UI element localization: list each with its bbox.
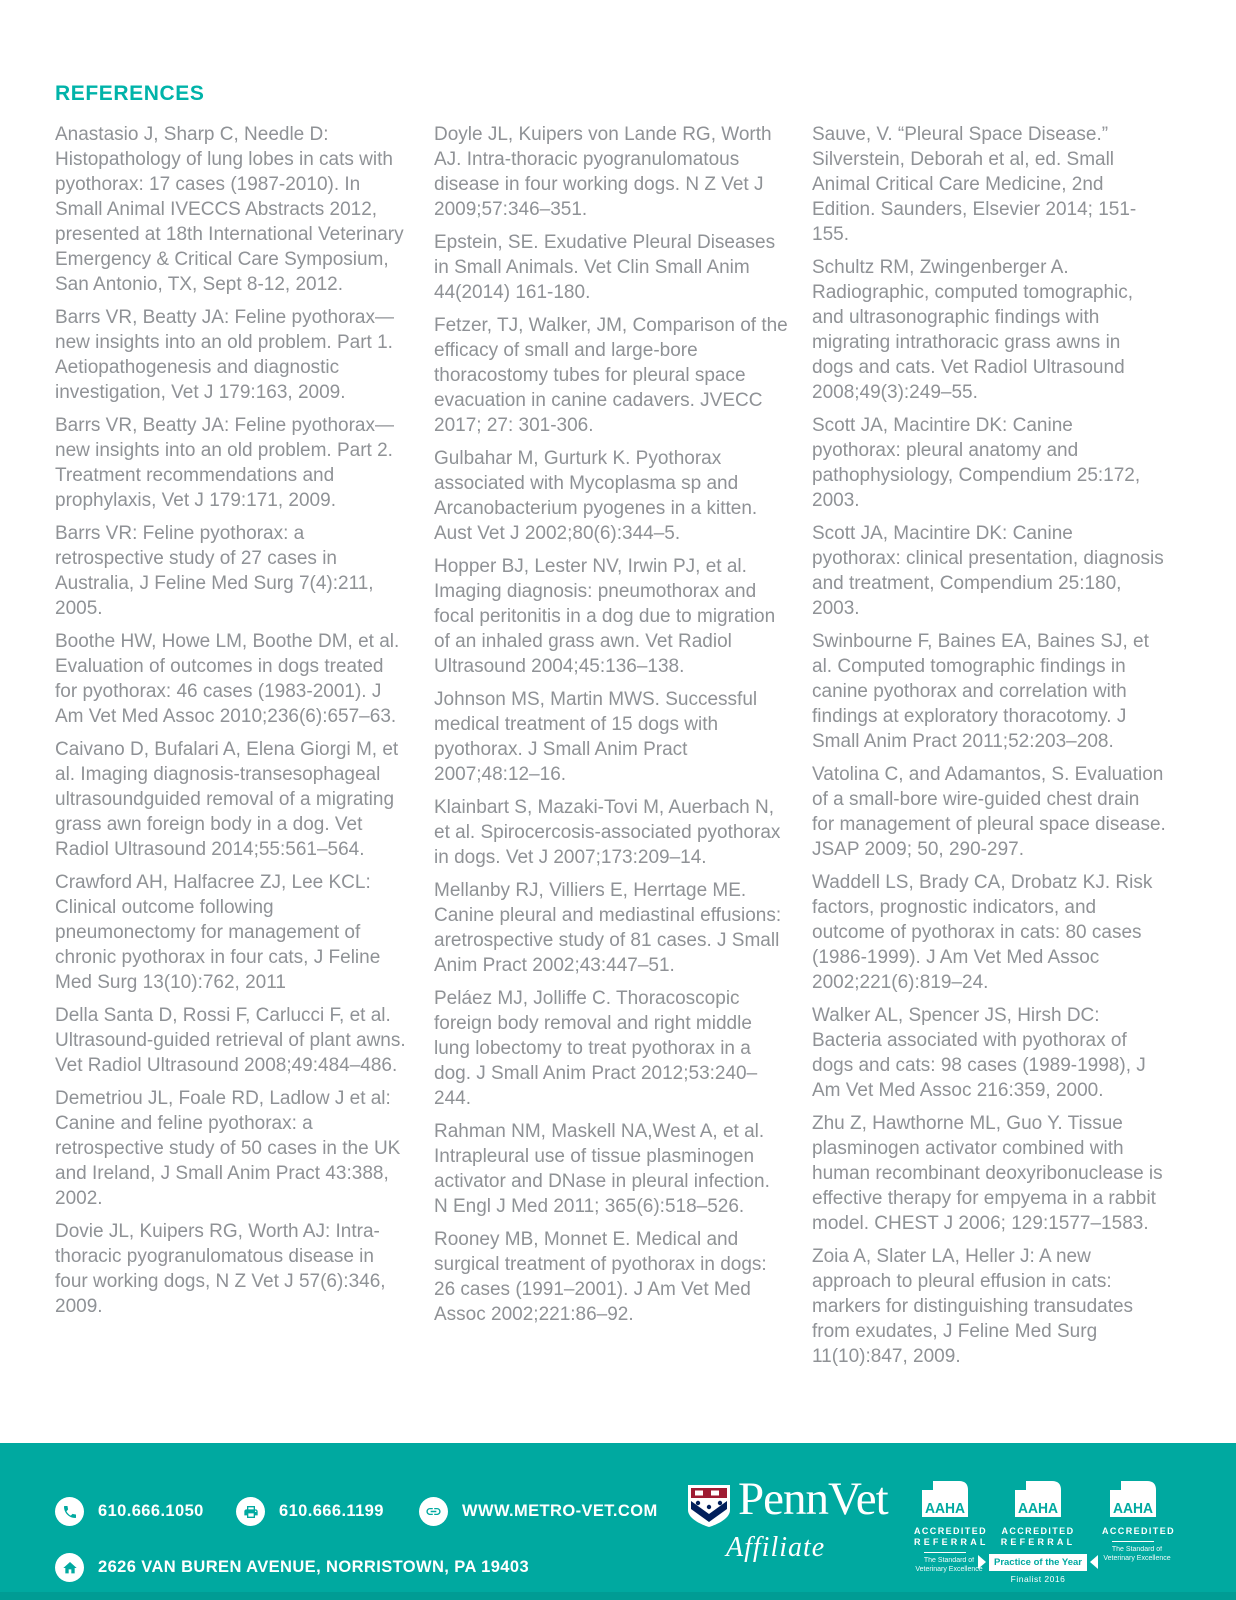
reference-item: Scott JA, Macintire DK: Canine pyothorax: clinical presentation, diagnosis and treatment, Compendium 25:180, 2003. — [812, 523, 1164, 619]
badge-accredited-label: ACCREDITED — [1001, 1526, 1075, 1536]
badge-divider — [1112, 1541, 1154, 1542]
svg-text:AAHA: AAHA — [1018, 1500, 1059, 1517]
badge-referral-label: REFERRAL — [914, 1537, 989, 1547]
ribbon-tail-right — [1090, 1555, 1098, 1569]
badge-tagline: The Standard of Veterinary Excellence — [1103, 1546, 1171, 1562]
reference-item: Hopper BJ, Lester NV, Irwin PJ, et al. Imaging diagnosis: pneumothorax and focal peritonitis in a dog due to migration of an inhaled grass awn. Vet Radiol Ultrasound 2004;45:136–138. — [434, 556, 776, 677]
reference-item: Barrs VR, Beatty JA: Feline pyothorax—new insights into an old problem. Part 2. Treatment recommendations and prophylaxis, Vet J 179:171, 2009. — [55, 415, 394, 511]
reference-item: Boothe HW, Howe LM, Boothe DM, et al. Evaluation of outcomes in dogs treated for pyothorax: 46 cases (1983-2001). J Am Vet Med Assoc 2010;236(6):657–63. — [55, 631, 400, 727]
reference-item: Doyle JL, Kuipers von Lande RG, Worth AJ. Intra-thoracic pyogranulomatous disease in four working dogs. N Z Vet J 2009;57:346–351. — [434, 124, 772, 220]
references-column-3 — [812, 122, 1166, 1377]
aaha-badge-referral — [914, 1481, 989, 1574]
reference-item: Vatolina C, and Adamantos, S. Evaluation of a small-bore wire-guided chest drain for management of pleural space disease. JSAP 2009; 50, 290-297. — [812, 764, 1166, 860]
pennvet-affiliate-label: Affiliate — [726, 1532, 826, 1563]
reference-item: Walker AL, Spencer JS, Hirsh DC: Bacteria associated with pyothorax of dogs and cats: 98 cases (1989-1998), J Am Vet Med Assoc 216:359, 2000. — [812, 1005, 1146, 1101]
street-address: 2626 VAN BUREN AVENUE, NORRISTOWN, PA 19403 — [98, 1558, 530, 1576]
aaha-logo-icon — [1015, 1481, 1061, 1517]
reference-item: Gulbahar M, Gurturk K. Pyothorax associated with Mycoplasma sp and Arcanobacterium pyogenes in a kitten. Aust Vet J 2002;80(6):344–5. — [434, 448, 758, 544]
reference-item: Schultz RM, Zwingenberger A. Radiographic, computed tomographic, and ultrasonographic findings with migrating intrathoracic grass awns in dogs and cats. Vet Radiol Ultrasound 2008;49(3):249–55. — [812, 257, 1134, 403]
reference-item: Della Santa D, Rossi F, Carlucci F, et al. Ultrasound-guided retrieval of plant awns. Vet Radiol Ultrasound 2008;49:484–486. — [55, 1005, 406, 1076]
ribbon-tail-left — [978, 1555, 986, 1569]
home-icon — [55, 1553, 84, 1582]
aaha-badge-practice-of-year — [984, 1481, 1092, 1584]
pennvet-logo — [686, 1475, 906, 1564]
reference-item: Swinbourne F, Baines EA, Baines SJ, et al. Computed tomographic findings in canine pyothorax and correlation with findings at exploratory thoracotomy. J Small Anim Pract 2011;52:203–208. — [812, 631, 1149, 752]
references-column-2 — [434, 122, 788, 1335]
fax-contact — [236, 1497, 384, 1526]
reference-item: Zoia A, Slater LA, Heller J: A new approach to pleural effusion in cats: markers for distinguishing transudates from exudates, J Feline Med Surg 11(10):847, 2009. — [812, 1246, 1134, 1367]
penn-shield-icon — [686, 1483, 732, 1534]
reference-item: Rooney MB, Monnet E. Medical and surgical treatment of pyothorax in dogs: 26 cases (1991–2001). J Am Vet Med Assoc 2002;221:86–92. — [434, 1229, 767, 1325]
phone-contact — [55, 1497, 204, 1526]
website-url: WWW.METRO-VET.COM — [462, 1502, 658, 1520]
link-icon — [419, 1497, 448, 1526]
reference-item: Crawford AH, Halfacree ZJ, Lee KCL: Clinical outcome following pneumonectomy for management of chronic pyothorax in four cats, J Feline Med Surg 13(10):762, 2011 — [55, 872, 381, 993]
badge-tagline: The Standard of Veterinary Excellence — [915, 1557, 983, 1573]
badge-referral-label: REFERRAL — [1000, 1537, 1076, 1547]
fax-number: 610.666.1199 — [279, 1502, 384, 1520]
page-title: REFERENCES — [55, 82, 205, 105]
svg-text:AAHA: AAHA — [925, 1500, 966, 1517]
reference-item: Johnson MS, Martin MWS. Successful medical treatment of 15 dogs with pyothorax. J Small Anim Pract 2007;48:12–16. — [434, 689, 758, 785]
footer-bar — [0, 1443, 1236, 1600]
reference-item: Barrs VR, Beatty JA: Feline pyothorax—new insights into an old problem. Part 1. Aetiopathogenesis and diagnostic investigation, Vet J 179:163, 2009. — [55, 307, 394, 403]
address-contact — [55, 1553, 529, 1582]
reference-item: Rahman NM, Maskell NA,West A, et al. Intrapleural use of tissue plasminogen activator and DNase in pleural infection. N Engl J Med 2011; 365(6):518–526. — [434, 1121, 770, 1217]
reference-item: Caivano D, Bufalari A, Elena Giorgi M, et al. Imaging diagnosis-transesophageal ultrasoundguided removal of a migrating grass awn foreign body in a dog. Vet Radiol Ultrasound 2014;55:561–564. — [55, 739, 399, 860]
reference-item: Zhu Z, Hawthorne ML, Guo Y. Tissue plasminogen activator combined with human recombinant deoxyribonuclease is effective therapy for empyema in a rabbit model. CHEST J 2006; 129:1577–1583. — [812, 1113, 1163, 1234]
reference-item: Klainbart S, Mazaki-Tovi M, Auerbach N, et al. Spirocercosis-associated pyothorax in dogs. Vet J 2007;173:209–14. — [434, 797, 781, 868]
reference-item: Sauve, V. “Pleural Space Disease.” Silverstein, Deborah et al, ed. Small Animal Critical Care Medicine, 2nd Edition. Saunders, Elsevier 2014; 151-155. — [812, 124, 1137, 245]
reference-item: Epstein, SE. Exudative Pleural Diseases in Small Animals. Vet Clin Small Anim 44(2014) 161-180. — [434, 232, 776, 303]
reference-item: Anastasio J, Sharp C, Needle D: Histopathology of lung lobes in cats with pyothorax: 17 cases (1987-2010). In Small Animal IVECCS Abstracts 2012, presented at 18th International Veterinary Emergency & Critical Care Symposium, San Antonio, TX, Sept 8-12, 2012. — [55, 124, 404, 295]
reference-item: Dovie JL, Kuipers RG, Worth AJ: Intra-thoracic pyogranulomatous disease in four working dogs, N Z Vet J 57(6):346, 2009. — [55, 1221, 386, 1317]
aaha-logo-icon — [1110, 1481, 1156, 1517]
phone-icon — [55, 1497, 84, 1526]
website-contact — [419, 1497, 658, 1526]
reference-item: Mellanby RJ, Villiers E, Herrtage ME. Canine pleural and mediastinal effusions: aretrospective study of 81 cases. J Small Anim Pract 2002;43:447–51. — [434, 880, 782, 976]
practice-of-year-ribbon — [984, 1552, 1092, 1570]
phone-number: 610.666.1050 — [98, 1502, 204, 1520]
reference-item: Barrs VR: Feline pyothorax: a retrospective study of 27 cases in Australia, J Feline Med Surg 7(4):211, 2005. — [55, 523, 374, 619]
pennvet-wordmark: PennVet — [738, 1473, 888, 1525]
footer-bottom-edge — [0, 1592, 1236, 1600]
ribbon-text: Practice of the Year — [989, 1554, 1087, 1571]
badge-divider — [924, 1552, 966, 1553]
reference-item: Scott JA, Macintire DK: Canine pyothorax: pleural anatomy and pathophysiology, Compendium 25:172, 2003. — [812, 415, 1141, 511]
reference-item: Waddell LS, Brady CA, Drobatz KJ. Risk factors, prognostic indicators, and outcome of pyothorax in cats: 80 cases (1986-1999). J Am Vet Med Assoc 2002;221(6):819–24. — [812, 872, 1153, 993]
finalist-label: Finalist 2016 — [1010, 1574, 1066, 1584]
reference-item: Demetriou JL, Foale RD, Ladlow J et al: Canine and feline pyothorax: a retrospective study of 50 cases in the UK and Ireland, J Small Anim Pract 43:388, 2002. — [55, 1088, 401, 1209]
badge-accredited-label: ACCREDITED — [914, 1526, 988, 1536]
aaha-badge-accredited — [1102, 1481, 1176, 1563]
reference-item: Fetzer, TJ, Walker, JM, Comparison of the efficacy of small and large-bore thoracostomy tubes for pleural space evacuation in canine cadavers. JVECC 2017; 27: 301-306. — [434, 315, 788, 436]
badge-accredited-label: ACCREDITED — [1102, 1526, 1176, 1536]
reference-item: Peláez MJ, Jolliffe C. Thoracoscopic foreign body removal and right middle lung lobectomy to treat pyothorax in a dog. J Small Anim Pract 2012;53:240–244. — [434, 988, 758, 1109]
references-column-1 — [55, 122, 409, 1327]
pennvet-logo-row — [686, 1475, 906, 1534]
aaha-logo-icon — [922, 1481, 968, 1517]
svg-text:AAHA: AAHA — [1113, 1500, 1154, 1517]
fax-icon — [236, 1497, 265, 1526]
